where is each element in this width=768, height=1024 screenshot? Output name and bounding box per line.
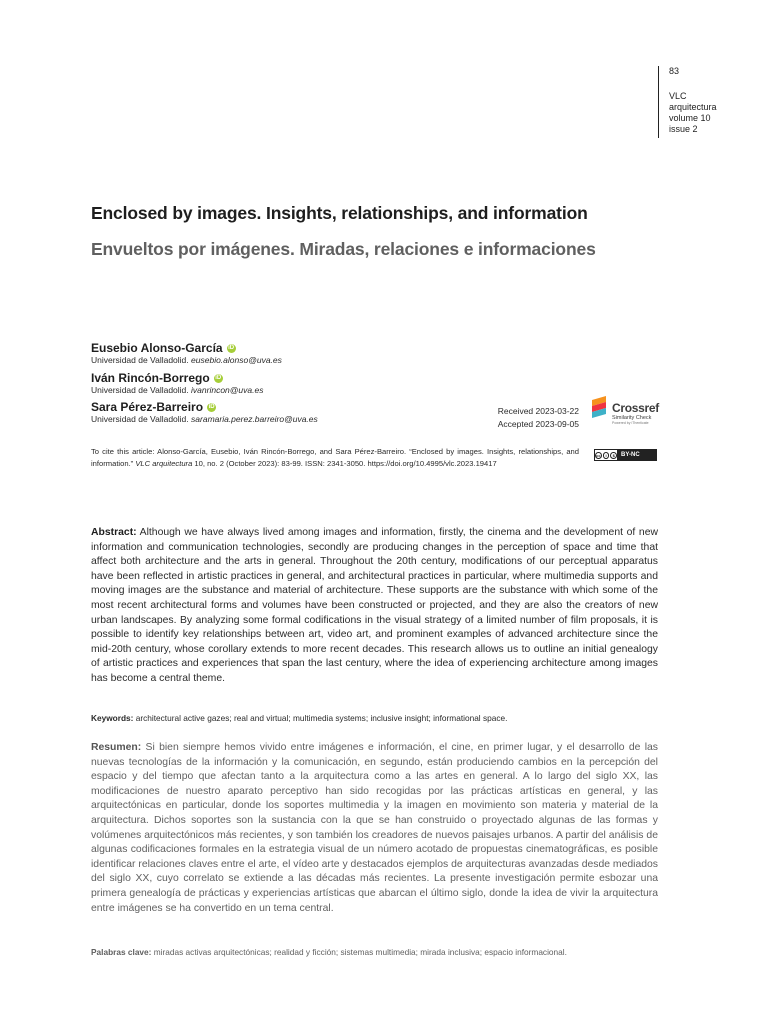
author-block [91,400,491,425]
journal-meta [658,66,748,138]
article-title-english: Enclosed by images. Insights, relationships, and information [91,203,588,223]
author-email[interactable]: eusebio.alonso@uva.es [191,355,282,365]
palabras-clave-text: miradas activas arquitectónicas; realidad y ficción; sistemas multimedia; mirada inclusiva; espacio informacional. [151,947,567,957]
author-name: Iván Rincón-Borrego [91,371,210,385]
crossref-logo[interactable] [592,396,662,426]
citation: To cite this article: Alonso-García, Eusebio, Iván Rincón-Borrego, and Sara Pérez-Barreiro. “Enclosed by images. Insights, relationships, and information.” VLC arquitectura 10, no. 2 (October 2023): 83-99. ISSN: 2341-3050. https://doi.org/10.4995/vlc.2023.19417 [91,447,579,468]
abstract-label: Abstract: [91,527,137,538]
author-affiliation: Universidad de Valladolid. [91,385,189,395]
abstract [91,526,658,687]
crossref-powered: Powered by iThenticate [612,421,649,425]
keywords-text: architectural active gazes; real and virtual; multimedia systems; inclusive insight; informational space. [133,713,508,723]
article-title-spanish: Envueltos por imágenes. Miradas, relaciones e informaciones [91,239,596,259]
nc-icon: $ [610,452,617,459]
author-affiliation: Universidad de Valladolid. [91,414,189,424]
license-label: BY-NC [621,452,640,458]
abstract-text: Although we have always lived among images and information, firstly, the cinema and the development of new information and communication technologies, secondly are producing changes in the perception of space and time that affect both architecture and the arts in general. Throughout the 20th century, modifications of our perceptual apparatus have been reflected in artistic practices in general, and architectural practices in particular, where multimedia supports and moving images are the substance and material of architecture. These supports are the substance with which some of the most recent architectural forms and volumes have been constructed or projected, and they are also the creators of new urban landscapes. By analyzing some formal codifications in the visual strategy of a limited number of film proposals, it is possible to identify key relationships between art, video art, and prominent examples of advanced architecture since the mid-20th century, whose corollary extends to more recent decades. This research allows us to outline an initial genealogy of artistic practices and experiences that span the last century, where the idea of experiencing architecture among images has become a central theme. [91,527,658,684]
journal-info [669,91,717,135]
crossref-mark-icon [592,396,608,420]
orcid-icon[interactable]: iD [215,374,222,381]
resumen-text: Si bien siempre hemos vivido entre imágenes e información, el cine, en primer lugar, y el desarrollo de las nuevas tecnologías de la información y la comunicación, en segundo, están produciendo cambios en la percepción del espacio y del tiempo que afectan tanto a la arquitectura como a las artes en general. A lo largo del siglo XX, las modificaciones de nuestro aparato perceptivo han sido recogidas por las prácticas artísticas en general, y las arquitectónicas en particular, donde los soportes multimedia y la imagen en movimiento son materia y material de la arquitectura. Dichos soportes son la sustancia con la que se han construido o proyectado algunas de las formas y volúmenes arquitectónicos más recientes, y son también los creadores de nuevos paisajes urbanos. A partir del análisis de algunas codificaciones formales en la estrategia visual de un número acotado de propuestas cinematográficas, es posible identificar relaciones claves entre el arte, el vídeo arte y destacados ejemplos de arquitecturas avanzadas desde mediados del siglo XX, cuyo correlato se extiende a las décadas más recientes. La presente investigación permite esbozar una primera genealogía de prácticas y experiencias artísticas que abarcan el último siglo, donde la idea de vivir la arquitectura entre imágenes se ha convertido en un tema central. [91,742,658,914]
crossref-sub: Similarity Check [612,415,652,421]
palabras-clave [91,946,658,958]
author-affiliation: Universidad de Valladolid. [91,355,189,365]
author-name: Eusebio Alonso-García [91,341,223,355]
submission-dates [470,405,579,431]
author-name: Sara Pérez-Barreiro [91,400,204,414]
resumen-label: Resumen: [91,742,142,753]
journal-line: VLC [669,91,687,101]
author-email[interactable]: saramaria.perez.barreiro@uva.es [191,414,318,424]
journal-line: volume 10 [669,113,711,123]
crossref-name: Crossref [612,401,659,415]
keywords [91,712,658,724]
keywords-label: Keywords: [91,713,134,723]
palabras-clave-label: Palabras clave: [91,947,152,957]
received-date: Received 2023-03-22 [497,406,579,416]
orcid-icon[interactable]: iD [228,344,235,351]
author-email[interactable]: ivanrincon@uva.es [191,385,264,395]
journal-line: arquitectura [669,102,717,112]
cc-license-badge[interactable] [594,449,657,461]
author-block [91,371,491,396]
meta-divider [658,66,659,138]
resumen [91,741,658,916]
accepted-date: Accepted 2023-09-05 [497,419,579,429]
journal-line: issue 2 [669,124,698,134]
by-icon: i [603,452,610,459]
cc-icon: cc [596,452,601,458]
orcid-icon[interactable]: iD [208,403,215,410]
page-number: 83 [669,66,680,76]
author-block [91,341,491,366]
